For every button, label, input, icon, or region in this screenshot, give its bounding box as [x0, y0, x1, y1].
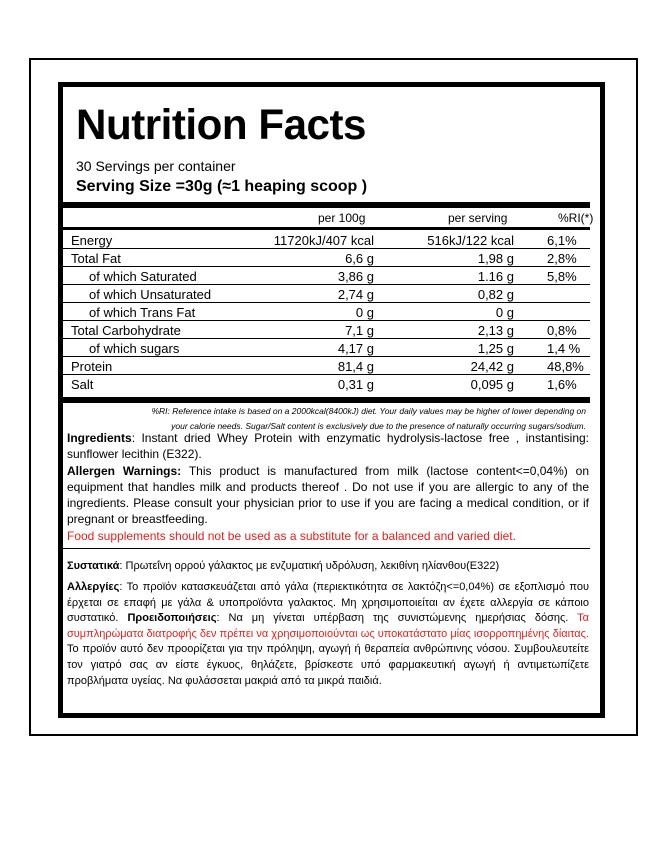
table-header	[63, 209, 594, 227]
row-label: Energy	[71, 233, 113, 248]
row-per-serving: 1,98 g	[477, 251, 514, 266]
table-row	[63, 267, 590, 285]
row-per-100g: 0 g	[355, 305, 374, 320]
header-ri: %RI(*)	[558, 211, 594, 225]
header-per-100g: per 100g	[318, 211, 366, 225]
serving-size: Serving Size =30g (≈1 heaping scoop )	[76, 178, 368, 195]
supplement-warning: Food supplements should not be used as a substitute for a balanced and varied diet.	[67, 529, 516, 543]
allergen-label: Allergen Warnings:	[67, 464, 182, 478]
header-per-serving: per serving	[448, 211, 508, 225]
row-per-100g: 6,6 g	[345, 251, 374, 266]
table-top-divider	[63, 227, 590, 230]
row-per-serving: 0 g	[495, 305, 514, 320]
row-per-serving: 1.16 g	[477, 269, 514, 284]
row-label: of which Unsaturated	[89, 287, 212, 302]
row-per-serving: 0,095 g	[470, 377, 514, 392]
language-divider	[63, 548, 590, 549]
ingredients-label: Ingredients	[67, 431, 132, 445]
row-label: Total Carbohydrate	[71, 323, 181, 338]
table-row	[63, 339, 590, 357]
row-label: of which Trans Fat	[89, 305, 196, 320]
allergen-text: This product is manufactured from milk (lactose content<=0,04%) on equipment that handles milk and products thereof . Do not use if you are allergic to any of the ingredients. Please consult your physician prior to use if you are facing a medical condition, or if pregnant or breastfeeding.	[67, 464, 589, 526]
greek-allergies-label: Αλλεργίες	[67, 581, 120, 593]
row-ri: 2,8%	[547, 251, 577, 266]
page-title: Nutrition Facts	[76, 101, 366, 149]
row-ri: 1,6%	[547, 377, 577, 392]
row-per-serving: 24,42 g	[470, 359, 514, 374]
row-ri: 1,4 %	[547, 341, 581, 356]
greek-ingredients-label: Συστατικά	[67, 560, 120, 572]
row-label: Total Fat	[71, 251, 121, 266]
table-row	[63, 231, 590, 249]
greek-allergies-section	[67, 580, 589, 689]
row-per-serving: 1,25 g	[477, 341, 514, 356]
table-row	[63, 357, 590, 375]
row-per-100g: 0,31 g	[337, 377, 374, 392]
greek-ingredients-text: : Πρωτεΐνη ορρού γάλακτος με ενζυματική υδρόλυση, λεκιθίνη ηλίανθου(E322)	[119, 560, 500, 572]
ingredients-text: : Instant dried Whey Protein with enzymatic hydrolysis-lactose free , instantising: sunflower lecithin (E322).	[67, 431, 589, 461]
row-ri: 48,8%	[547, 359, 584, 374]
row-per-serving: 2,13 g	[477, 323, 514, 338]
table-row	[63, 303, 590, 321]
table-bottom-divider	[63, 397, 590, 403]
row-per-100g: 2,74 g	[337, 287, 374, 302]
row-label: of which sugars	[89, 341, 180, 356]
row-per-100g: 11720kJ/407 kcal	[273, 233, 374, 248]
ingredients-section	[67, 430, 589, 462]
table-row	[63, 321, 590, 339]
greek-ingredients	[67, 559, 589, 575]
row-label: Protein	[71, 359, 113, 374]
row-ri: 6,1%	[547, 233, 577, 248]
row-per-100g: 7,1 g	[345, 323, 374, 338]
greek-allergies-text: : Το προϊόν κατασκευάζεται από γάλα (περιεκτικότητα σε λακτόζη<=0,04%) σε εξοπλισμό που έρχεται σε επαφή με γάλα & υποπροϊόντα γαλακτος. Μη χρησιμοποιείται αν έχετε αλλεργία σε κάποιο συστατικό.	[67, 581, 589, 625]
table-row	[63, 375, 590, 393]
header-divider	[63, 202, 590, 208]
row-ri: 0,8%	[547, 323, 577, 338]
row-per-100g: 81,4 g	[337, 359, 374, 374]
servings-per-container: 30 Servings per container	[76, 158, 236, 174]
row-per-100g: 3,86 g	[337, 269, 374, 284]
greek-warnings-label: Προειδοποιήσεις	[127, 612, 217, 625]
allergen-section	[67, 463, 589, 527]
row-label: of which Saturated	[89, 269, 197, 284]
table-row	[63, 285, 590, 303]
row-label: Salt	[71, 377, 94, 392]
greek-warnings-text: : Να μη γίνεται υπέρβαση της συνιστώμενης ημερήσιας δόσης.	[216, 612, 578, 625]
ri-footnote-line2: your calorie needs. Sugar/Salt content is exclusively due to the presence of naturally occurring sugars/sodium.	[171, 421, 586, 431]
row-per-serving: 516kJ/122 kcal	[427, 233, 514, 248]
ri-footnote-line1: %RI: Reference intake is based on a 2000kcal(8400kJ) diet. Your daily values may be higher of lower depending on	[151, 406, 586, 416]
table-row	[63, 249, 590, 267]
row-per-100g: 4,17 g	[337, 341, 374, 356]
row-ri: 5,8%	[547, 269, 577, 284]
greek-closing-text: Το προϊόν αυτό δεν προορίζεται για την πρόληψη, αγωγή ή θεραπεία ανθρώπινης νόσου. Συμβουλευτείτε τον γιατρό σας αν είστε έγκυος, θηλάζετε, βρίσκεστε υπό φαρμακευτική αγωγή ή αντιμετωπίζετε προβλήματα υγείας. Να φυλάσσεται μακριά από τα μικρά παιδιά.	[67, 643, 589, 687]
row-per-serving: 0,82 g	[477, 287, 514, 302]
greek-supplement-warning: Τα συμπληρώματα διατροφής δεν πρέπει να χρησιμοποιούνται ως υποκατάστατο μίας ισορροπημένης δίαιτας.	[67, 612, 590, 640]
